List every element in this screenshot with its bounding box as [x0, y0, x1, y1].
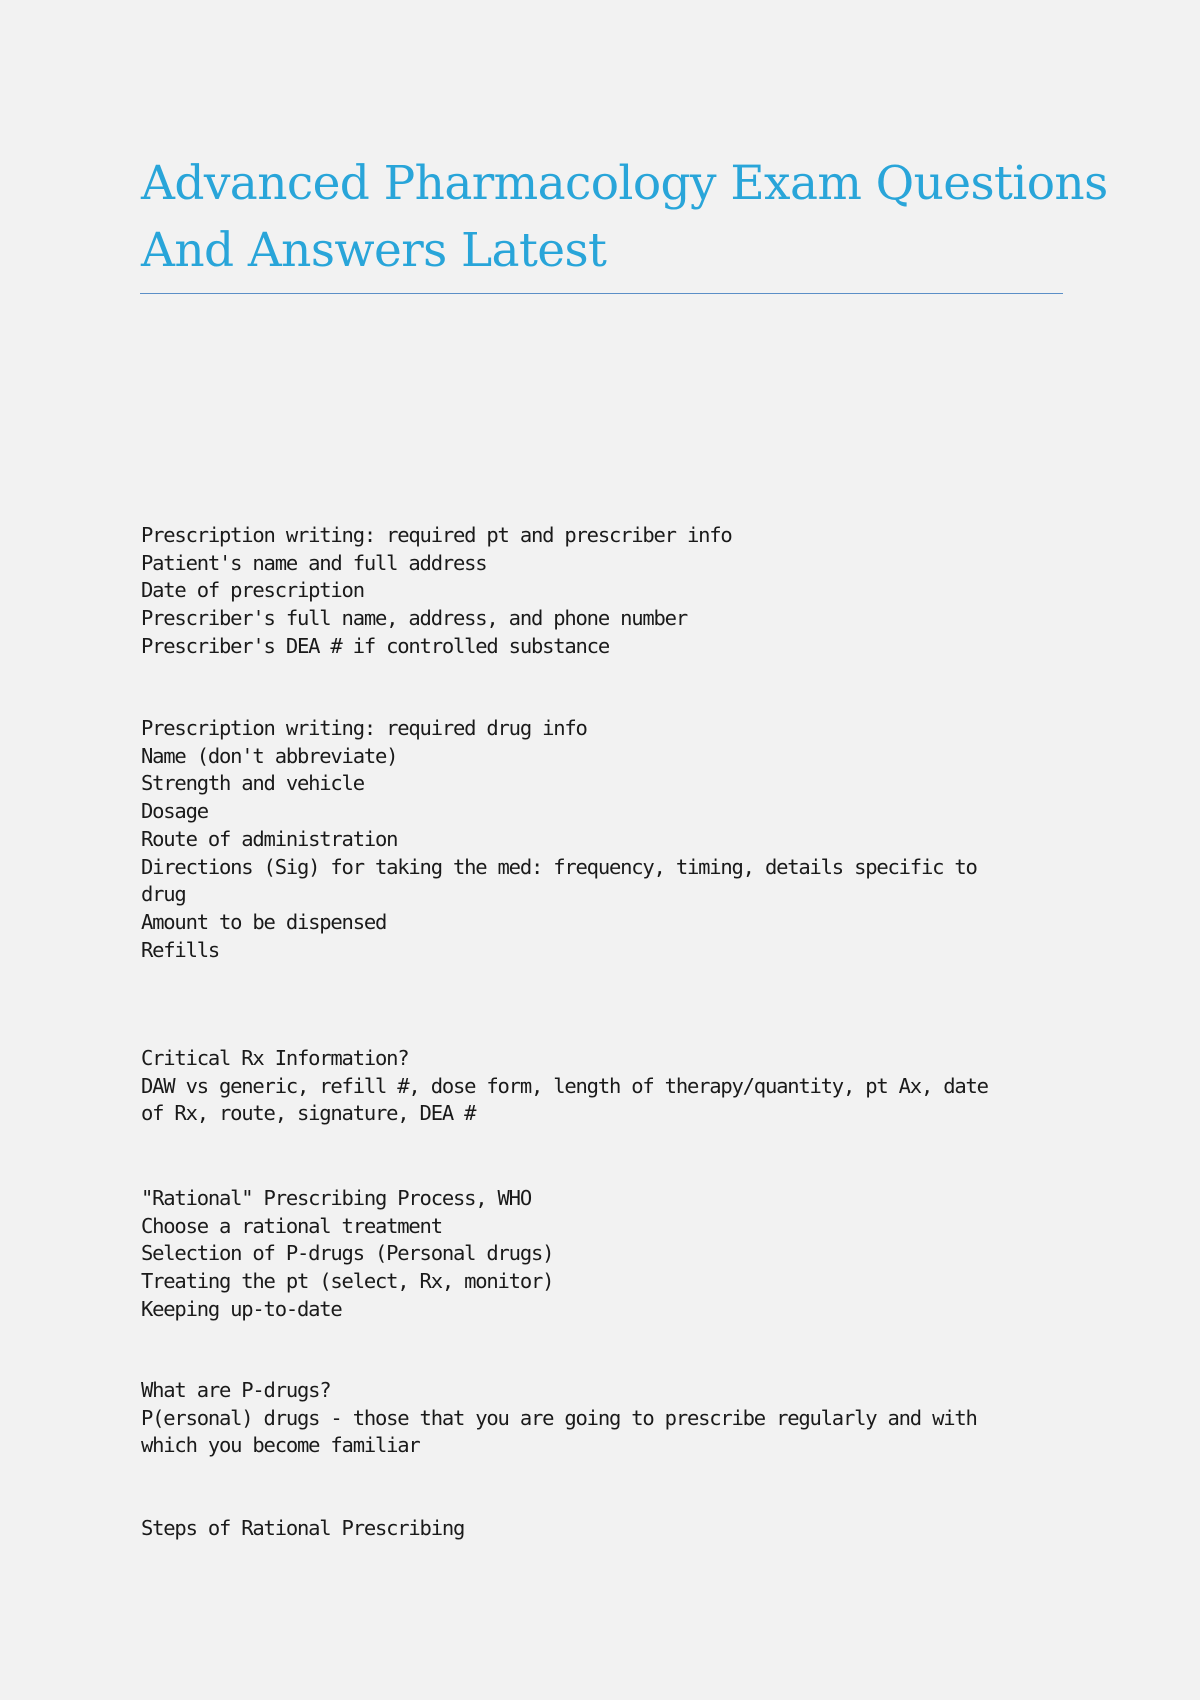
title-line: And Answers Latest — [141, 223, 607, 278]
answer-line: Dosage — [141, 799, 208, 824]
question-text: What are P-drugs? — [141, 1378, 331, 1402]
qa-block-prescriber-info — [141, 522, 1081, 661]
question-text: "Rational" Prescribing Process, WHO — [141, 1186, 531, 1210]
question-text: Prescription writing: required pt and prescriber info — [141, 523, 732, 547]
answer-line: Selection of P-drugs (Personal drugs) — [141, 1241, 554, 1266]
answer-line: Route of administration — [141, 826, 398, 851]
answer-line: Refills — [141, 937, 219, 962]
qa-block-p-drugs — [141, 1377, 1081, 1460]
qa-block-drug-info — [141, 715, 1081, 964]
answer-line: Amount to be dispensed — [141, 909, 387, 934]
answer-line: Prescriber's DEA # if controlled substance — [141, 633, 609, 658]
answer-line: Patient's name and full address — [141, 550, 487, 575]
question-text: Steps of Rational Prescribing — [141, 1516, 465, 1540]
answer-line: Name (don't abbreviate) — [141, 743, 398, 768]
question-text: Prescription writing: required drug info — [141, 716, 587, 740]
answer-line: of Rx, route, signature, DEA # — [141, 1101, 476, 1126]
answer-line: Treating the pt (select, Rx, monitor) — [141, 1269, 554, 1294]
answer-line: Prescriber's full name, address, and phone number — [141, 606, 687, 631]
question-text: Critical Rx Information? — [141, 1046, 409, 1070]
answer-line: P(ersonal) drugs - those that you are going to prescribe regularly and with — [141, 1405, 977, 1430]
title-line: Advanced Pharmacology Exam Questions — [141, 156, 1108, 211]
title-underline — [140, 293, 1063, 294]
answer-line: Date of prescription — [141, 578, 364, 603]
answer-line: drug — [141, 882, 186, 907]
qa-block-steps — [141, 1515, 1081, 1543]
answer-line: which you become familiar — [141, 1433, 420, 1458]
answer-line: DAW vs generic, refill #, dose form, length of therapy/quantity, pt Ax, date — [141, 1073, 988, 1098]
document-title — [141, 150, 1108, 284]
answer-line: Directions (Sig) for taking the med: frequency, timing, details specific to — [141, 854, 977, 879]
answer-line: Strength and vehicle — [141, 771, 364, 796]
answer-line: Choose a rational treatment — [141, 1213, 442, 1238]
answer-line: Keeping up-to-date — [141, 1296, 342, 1321]
qa-block-rational-process — [141, 1185, 1081, 1324]
qa-block-critical-rx — [141, 1045, 1081, 1128]
